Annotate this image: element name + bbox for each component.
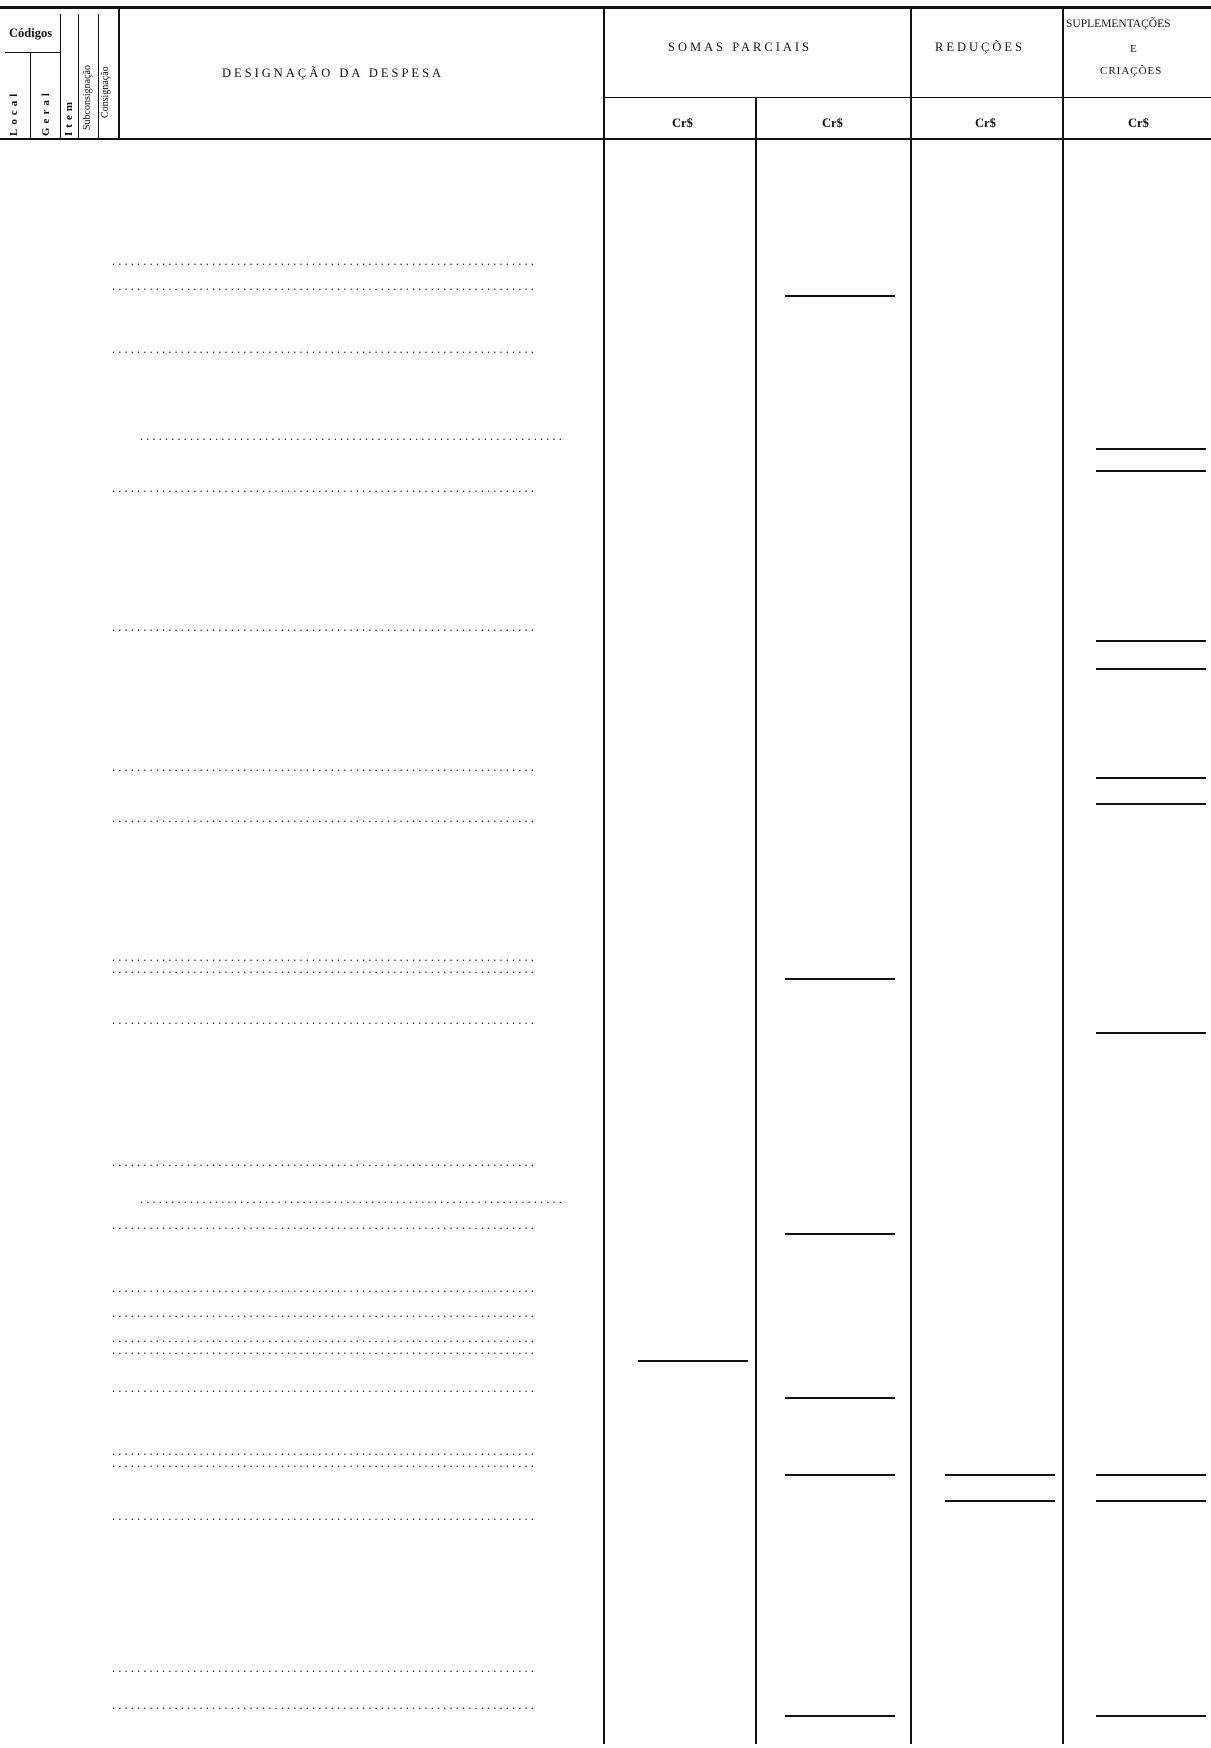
line-description [112,1013,598,1027]
line-description [112,1306,598,1320]
suplementacoes-e: E [1130,43,1137,55]
sum-rule-b [785,978,895,980]
line-description [112,1661,598,1675]
code-sub-a [30,52,31,138]
col-divider-b [755,97,757,1744]
sum-rule-d [1096,1500,1206,1502]
suplementacoes-heading: SUPLEMENTAÇÕES [1066,18,1171,30]
sum-rule-d [1096,1032,1206,1034]
line-description [112,1698,598,1712]
col-divider-codes [118,6,120,140]
line-description [140,1192,598,1206]
line-description [112,811,598,825]
sum-rule-d [1096,448,1206,450]
sum-rule-b [785,1474,895,1476]
header-bottom-rule [0,138,1211,140]
currency-row-rule [605,97,1211,98]
criacoes-heading: CRIAÇÕES [1100,65,1163,77]
currency-b: Cr$ [822,116,843,130]
line-description [140,429,598,443]
sum-rule-c [945,1500,1055,1502]
sum-rule-b [785,1715,895,1717]
sum-rule-d [1096,470,1206,472]
code-sub-b [60,14,61,138]
sum-rule-b [785,1233,895,1235]
sum-rule-b [785,1397,895,1399]
currency-a: Cr$ [672,116,693,130]
line-description [112,279,598,293]
line-description [112,1456,598,1470]
line-description [112,1218,598,1232]
line-description [112,760,598,774]
subconsignacao-label: Subconsignação [82,65,93,130]
col-divider-d [1062,6,1064,1744]
line-description [112,342,598,356]
sum-rule-a [638,1360,748,1362]
sum-rule-d [1096,777,1206,779]
sum-rule-d [1096,1474,1206,1476]
somas-parciais-heading: SOMAS PARCIAIS [668,40,813,54]
line-description [112,1343,598,1357]
sum-rule-b [785,295,895,297]
line-description [112,1281,598,1295]
line-description [112,254,598,268]
line-description [112,1155,598,1169]
currency-d: Cr$ [1128,116,1149,130]
code-sub-c [78,14,79,138]
line-description [112,1381,598,1395]
sum-rule-d [1096,803,1206,805]
sum-rule-d [1096,1715,1206,1717]
local-label: Local [8,89,20,136]
designacao-heading: DESIGNAÇÃO DA DESPESA [222,66,445,80]
line-description [112,481,598,495]
currency-c: Cr$ [975,116,996,130]
col-divider-a [603,6,605,1744]
item-label: Item [63,98,75,136]
codes-rule [5,52,60,53]
line-description [112,962,598,976]
geral-label: Geral [40,89,52,136]
sum-rule-d [1096,668,1206,670]
sum-rule-c [945,1474,1055,1476]
top-rule [0,6,1211,9]
code-sub-d [98,14,99,138]
consignacao-label: Consignação [100,66,111,118]
line-description [112,620,598,634]
line-description [112,1509,598,1523]
col-divider-c [910,6,912,1744]
codigos-label: Códigos [9,26,53,40]
sum-rule-d [1096,640,1206,642]
reducoes-heading: REDUÇÕES [935,40,1025,54]
